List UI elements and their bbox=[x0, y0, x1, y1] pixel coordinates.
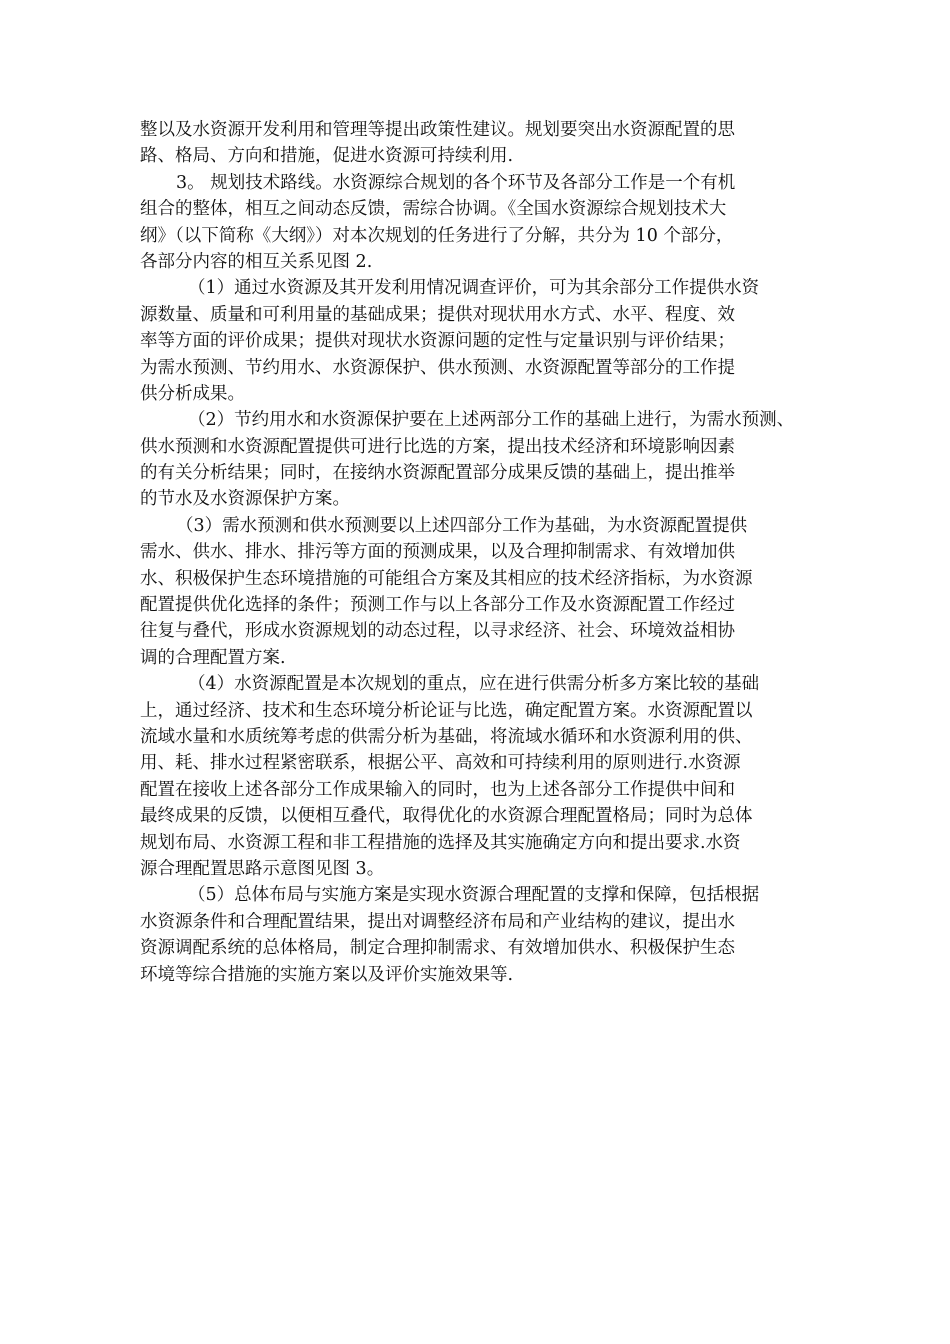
text-line: 为需水预测、节约用水、水资源保护、供水预测、水资源配置等部分的工作提 bbox=[140, 357, 735, 378]
text-line: 纲》（以下简称《大纲》）对本次规划的任务进行了分解，共分为 10 个部分， bbox=[140, 225, 734, 246]
text-line: 源数量、质量和可利用量的基础成果；提供对现状用水方式、水平、程度、效 bbox=[140, 304, 735, 325]
text-line: 组合的整体，相互之间动态反馈，需综合协调。《全国水资源综合规划技术大 bbox=[140, 199, 727, 220]
text-line: 资源调配系统的总体格局，制定合理抑制需求、有效增加供水、积极保护生态 bbox=[140, 938, 735, 959]
text-line: 环境等综合措施的实施方案以及评价实施效果等. bbox=[140, 964, 514, 985]
text-line: 上，通过经济、技术和生态环境分析论证与比选，确定配置方案。水资源配置以 bbox=[140, 700, 753, 721]
text-line: 需水、供水、排水、排污等方面的预测成果，以及合理抑制需求、有效增加供 bbox=[140, 542, 735, 563]
paragraph-start-line: 3。 规划技术路线。水资源综合规划的各个环节及各部分工作是一个有机 bbox=[176, 172, 736, 193]
text-line: 供分析成果。 bbox=[140, 383, 245, 404]
text-line: 的有关分析结果；同时，在接纳水资源配置部分成果反馈的基础上，提出推举 bbox=[140, 463, 735, 484]
text-line: 源合理配置思路示意图见图 3。 bbox=[140, 858, 385, 879]
text-line: 各部分内容的相互关系见图 2. bbox=[140, 251, 373, 272]
paragraph-start-line: （4）水资源配置是本次规划的重点，应在进行供需分析多方案比较的基础 bbox=[188, 674, 760, 695]
text-line: 供水预测和水资源配置提供可进行比选的方案，提出技术经济和环境影响因素 bbox=[140, 436, 735, 457]
paragraph-start-line: （1）通过水资源及其开发利用情况调查评价，可为其余部分工作提供水资 bbox=[188, 278, 760, 299]
text-line: 水、积极保护生态环境措施的可能组合方案及其相应的技术经济指标，为水资源 bbox=[140, 568, 753, 589]
paragraph-start-line: （5）总体布局与实施方案是实现水资源合理配置的支撑和保障，包括根据 bbox=[188, 885, 760, 906]
text-line: 规划布局、水资源工程和非工程措施的选择及其实施确定方向和提出要求.水资 bbox=[140, 832, 741, 853]
text-line: 流域水量和水质统筹考虑的供需分析为基础，将流域水循环和水资源利用的供、 bbox=[140, 726, 753, 747]
text-line: 最终成果的反馈，以便相互叠代，取得优化的水资源合理配置格局；同时为总体 bbox=[140, 806, 753, 827]
text-line: 往复与叠代，形成水资源规划的动态过程，以寻求经济、社会、环境效益相协 bbox=[140, 621, 735, 642]
text-line: 整以及水资源开发利用和管理等提出政策性建议。规划要突出水资源配置的思 bbox=[140, 120, 735, 140]
text-line: 路、格局、方向和措施，促进水资源可持续利用. bbox=[140, 146, 514, 167]
paragraph-start-line: （3）需水预测和供水预测要以上述四部分工作为基础，为水资源配置提供 bbox=[176, 515, 748, 536]
text-line: 调的合理配置方案. bbox=[140, 647, 286, 668]
text-line: 配置在接收上述各部分工作成果输入的同时，也为上述各部分工作提供中间和 bbox=[140, 779, 735, 800]
body-text bbox=[140, 117, 812, 988]
text-line: 用、耗、排水过程紧密联系，根据公平、高效和可持续利用的原则进行.水资源 bbox=[140, 753, 741, 774]
text-line: 配置提供优化选择的条件；预测工作与以上各部分工作及水资源配置工作经过 bbox=[140, 595, 735, 616]
text-line: 水资源条件和合理配置结果，提出对调整经济布局和产业结构的建议，提出水 bbox=[140, 911, 735, 932]
paragraph-start-line: （2）节约用水和水资源保护要在上述两部分工作的基础上进行，为需水预测、 bbox=[188, 410, 795, 431]
text-line: 的节水及水资源保护方案。 bbox=[140, 489, 350, 510]
text-line: 率等方面的评价成果；提供对现状水资源问题的定性与定量识别与评价结果； bbox=[140, 331, 735, 352]
